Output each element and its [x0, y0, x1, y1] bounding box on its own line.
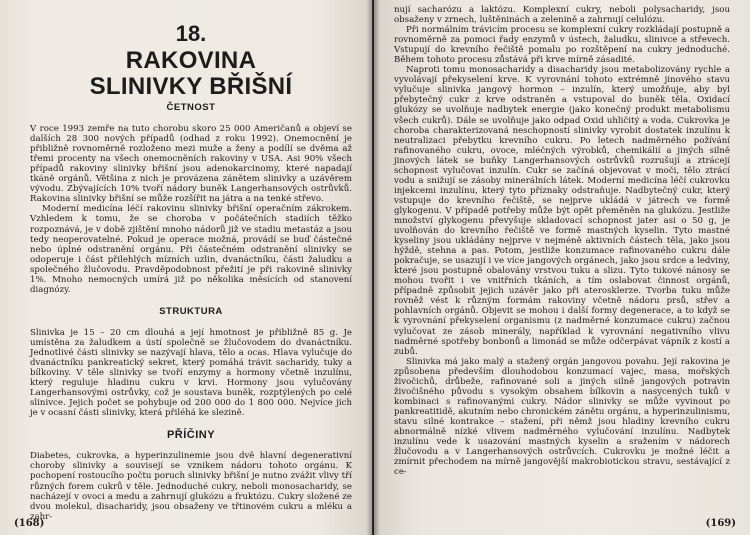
right-text-column [394, 5, 730, 477]
paragraph: Slinivka je 15 – 20 cm dlouhá a její hmotnost je přibližně 85 g. Je umístěna za žaludkem a ústí společně se žlučovodem do dvanáctníku. Jednotlivé části slinivky se nazývají hlava, tělo a ocas. Hlava vylučuje do dvanáctníku pankreatický sekret, který pomáhá trávit sacharidy, tuky a bílkoviny. V těle slinivky se tvoří enzymy a hormony včetně inzulínu, který reguluje hladinu cukru v krvi. Hormony jsou vylučovány Langerhansovými ostrůvky, což je soustava buněk, rozptýlených po celé slinivce. Jejich počet se pohybuje od 200 000 do 1 800 000. Nejvíce jich je v ocasní části slinivky, která přiléhá ke slezině. [30, 327, 352, 419]
page-number-right: (169) [705, 518, 736, 529]
left-text-column [30, 103, 352, 522]
paragraph: Diabetes, cukrovka, a hyperinzulinemie jsou dvě hlavní degenerativní choroby slinivky a souvisejí se vznikem nádoru tohoto orgánu. K pochopení rostoucího počtu poruch slinivky břišní je nutno zvážit vlivy tří různých forem cukrů v těle. Jednoduché cukry, neboli monosacharidy, se nacházejí v ovoci a medu a zahrnují glukózu a fruktózu. Cukry složené ze dvou molekul, disacharidy, jsou obsaženy ve třtinovém cukru a mléku a zahr- [30, 451, 352, 522]
book-gutter [366, 0, 380, 535]
chapter-title-line-2: SLINIVKY BŘIŠNÍ [89, 73, 293, 100]
section-heading-cetnost: ČETNOST [166, 102, 216, 113]
section-heading-priciny: PŘÍČINY [166, 429, 216, 442]
chapter-number: 18. [175, 21, 207, 46]
paragraph: Při normálním trávicím procesu se komplexní cukry rozkládají postupně a rovnoměrně za pomoci řady enzymů v ústech, žaludku, slinivce a střevech. Vstupují do krevního řečiště pomalu po rozštěpení na cukry jednoduché. Během tohoto procesu zůstává při krve mírně zásadité. [394, 25, 730, 66]
page-number-left: (168) [14, 518, 45, 529]
paragraph: Moderní medicína léčí rakovinu slinivky břišní operačním zákrokem. Vzhledem k tomu, že se choroba v počátečních stadiích těžko rozpoznává, je v době zjištění mnoho nádorů již ve stadiu metastáz a jsou tedy neoperovatelné. Pokud je operace možná, provádí se buď částečné nebo úplné odstranění orgánu. Při částečném odstranění slinivky se odoperuje i část přilehlých mízních uzlin, dvanáctníku, části žaludku a společného žlučovodu. Pravděpodobnost přežití je při rakovině slinivky 1%. Mnoho nemocných umírá již po několika měsících od stanovení diagnózy. [30, 204, 352, 295]
paragraph: nují sacharózu a laktózu. Komplexní cukry, neboli polysacharidy, jsou obsaženy v zrnech, luštěninách a zelenině a zahrnují celulózu. [394, 5, 730, 26]
paragraph: Slinivka má jako malý a stažený orgán jangovou povahu. Její rakovina je způsobena především dlouhodobou konzumací vajec, masa, mořských živočichů, drůbeže, rafinované soli a jiných silně jangových potravin živočišného původu s vysokým obsahem bílkovin a nasycených tuků v kombinaci s rafinovanými cukry. Nádor slinivky se může vyvinout po pankreatitidě, akutním nebo chronickém zánětu orgánu, a hyperinzulinismu, stavu silné kontrakce – stažení, při němž jsou hladiny krevního cukru abnormálně nízké vlivem nadměrného vylučování inzulínu. Nadbytek inzulínu vede k usazování mastných kyselin a sražením v nádorech žlučovodu a v Langerhansových ostrůvcích. Cukrovku je možné léčit a zmírnit přechodem na mírně jangovější makrobiotickou stravu, sestávající z ce- [394, 356, 730, 478]
section-heading-struktura: STRUKTURA [159, 305, 223, 317]
paragraph: V roce 1993 zemře na tuto chorobu skoro 25 000 Američanů a objeví se dalších 28 300 nových případů (odhad z roku 1992). Onemocnění je přibližně rovnoměrně rozloženo mezi muže a ženy a podílí se dvěma až třemi procenty na všech onemocněních rakoviny v USA. Asi 90% všech případů rakoviny slinivky břišní jsou adenokarcinomy, které napadají tkáně orgánů. Většina z nich je provázena zánětem slinivky a uzávěrem vývodu. Zbývajících 10% tvoří nádory buněk Langerhansových ostrůvků. Rakovina slinivky břišní se může rozšířit na játra a na tenké střevo. [30, 124, 352, 205]
chapter-title [30, 48, 352, 100]
left-page [0, 0, 372, 535]
chapter-title-line-1: RAKOVINA [125, 47, 257, 74]
paragraph: Naproti tomu monosacharidy a disacharidy jsou metabolizovány rychle a vyvolávají překyselení krve. K vyrovnání tohoto extrémně jinového stavu vylučuje slinivka jangový hormon – inzulín, který umožňuje, aby byl přebytečný cukr z krve odstraněn a vstupoval do buněk těla. Oxidací glukózy se uvolňuje nadbytek energie (jako konečný produkt metabolismu všech cukrů). Dále se uvolňuje jako odpad Oxid uhličitý a voda. Cukrovka je choroba charakterizovaná neschopností slinivky vyrobit dostatek inzulínu k neutralizaci přebytku krevního cukru. Po letech nadměrného požívání rafinovaného cukru, ovoce, mléčných výrobků, chemikálií a jiných silně jinových látek se buňky Langerhansových ostrůvků rozrušují a ztrácejí schopnost vylučovat inzulín. Cukr se začíná objevovat v moči, tělo ztrácí vodu a snižují se zásoby minerálních látek. Moderní medicína léčí cukrovku injekcemi inzulínu, který tyto příznaky odstraňuje. Nadbytečný cukr, který vstupuje do krevního řečiště, se nejprve ukládá v játrech ve formě glykogenu. V případě potřeby může být opět přeměněn na glukózu. Jestliže množství glykogenu převyšuje skladovací schopnost jater asi o 50 g, je uvolňován do krevního řečiště ve formě mastných kyselin. Tyto mastné kyseliny jsou ukládány nejprve v nejméně aktivních částech těla, jako jsou hýždě, stehna a pas. Potom, jestliže konzumace rafinovaného cukru dále pokračuje, se usazují i ve více jangových orgánech, jako jsou srdce a ledviny, které jsou postupně obalovány vrstvou tuku a slizu. Tyto tukové nánosy se mohou tvořit i ve vnitřních tkáních, a tím oslabovat činnost orgánů, případně způsobit jejich uzávěr jako při aterosklerze. Tvorba tuku může rovněž vést k různým formám rakoviny včetně nádoru prsů, střev a pohlavních orgánů. Objevit se mohou i další formy degenerace, a to když se k vyrovnání překyselení organismu (z nadměrné konzumace cukru) začnou vylučovat ze zásob minerály, například k vyrovnání negativního vlivu nadměrné spotřeby bonbonů a limonád se může odčerpávat vápník z kostí a zubů. [394, 65, 730, 357]
right-page [374, 0, 750, 535]
